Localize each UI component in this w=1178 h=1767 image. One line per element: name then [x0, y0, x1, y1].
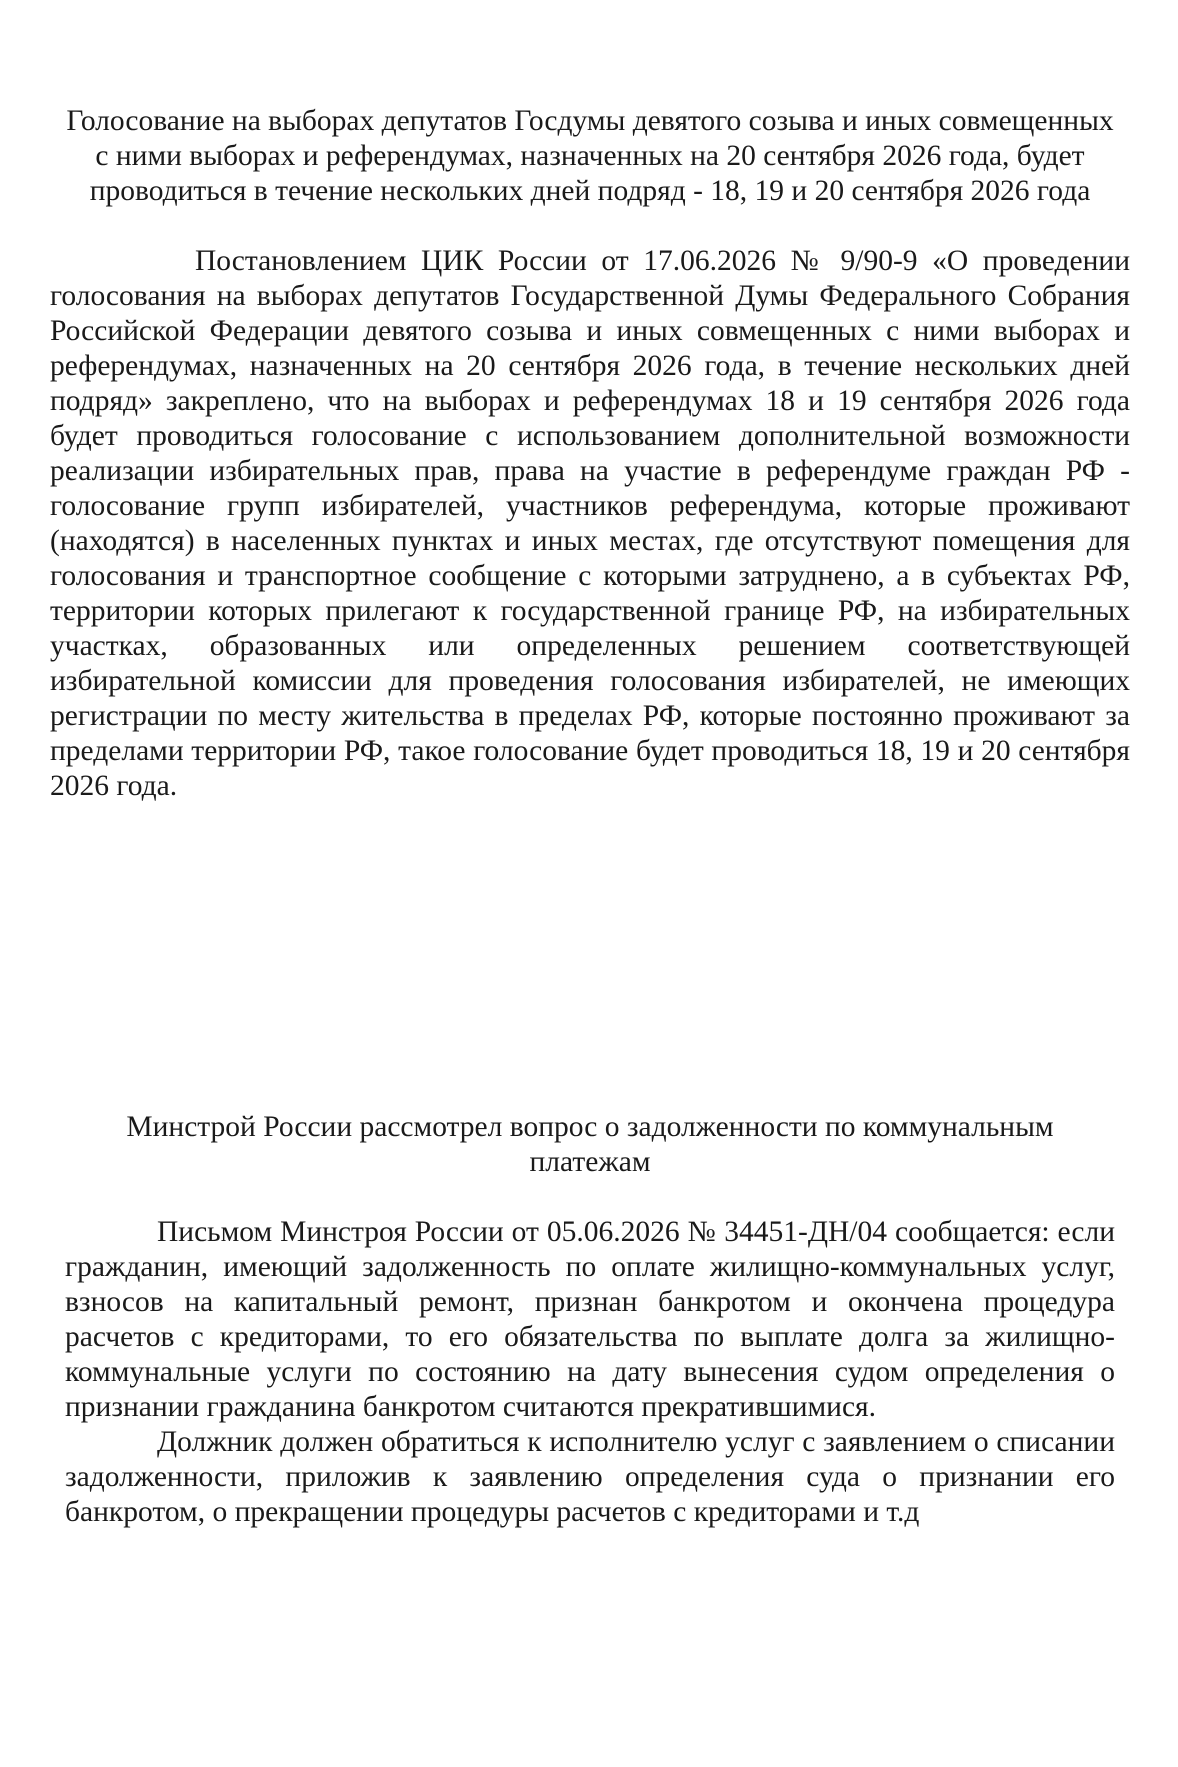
- article-utility-debt: [65, 1110, 1115, 1530]
- article-paragraph: Письмом Минстроя России от 05.06.2026 № 34451-ДН/04 сообщается: если гражданин, имеющий задолженность по оплате жилищно-коммунальных услуг, взносов на капитальный ремонт, признан банкротом и окончена процедура расчетов с кредиторами, то его обязательства по выплате долга за жилищно-коммунальные услуги по состоянию на дату вынесения судом определения о признании гражданина банкротом считаются прекратившимися.: [65, 1216, 1115, 1423]
- article-paragraph: Постановлением ЦИК России от 17.06.2026 № 9/90-9 «О проведении голосования на выборах депутатов Государственной Думы Федерального Собрания Российской Федерации девятого созыва и иных совмещенных с ними выборах и референдумах, назначенных на 20 сентября 2026 года, в течение нескольких дней подряд» закреплено, что на выборах и референдумах 18 и 19 сентября 2026 года будет проводиться голосование с использованием дополнительной возможности реализации избирательных прав, права на участие в референдуме граждан РФ - голосование групп избирателей, участников референдума, которые проживают (находятся) в населенных пунктах и иных местах, где отсутствуют помещения для голосования и транспортное сообщение с которыми затруднено, а в субъектах РФ, территории которых прилегают к государственной границе РФ, на избирательных участках, образованных или определенных решением соответствующей избирательной комиссии для проведения голосования избирателей, не имеющих регистрации по месту жительства в пределах РФ, которые постоянно проживают за пределами территории РФ, такое голосование будет проводиться 18, 19 и 20 сентября 2026 года.: [50, 245, 1130, 802]
- article-paragraph: Должник должен обратиться к исполнителю услуг с заявлением о списании задолженности, приложив к заявлению определения суда о признании его банкротом, о прекращении процедуры расчетов с кредиторами и т.д: [65, 1426, 1115, 1528]
- article-elections: [50, 104, 1130, 804]
- article-title: Голосование на выборах депутатов Госдумы девятого созыва и иных совмещенных с ними выборах и референдумах, назначенных на 20 сентября 2026 года, будет проводиться в течение нескольких дней подряд - 18, 19 и 20 сентября 2026 года: [66, 105, 1114, 207]
- article-title: Минстрой России рассмотрел вопрос о задолженности по коммунальным платежам: [126, 1111, 1054, 1178]
